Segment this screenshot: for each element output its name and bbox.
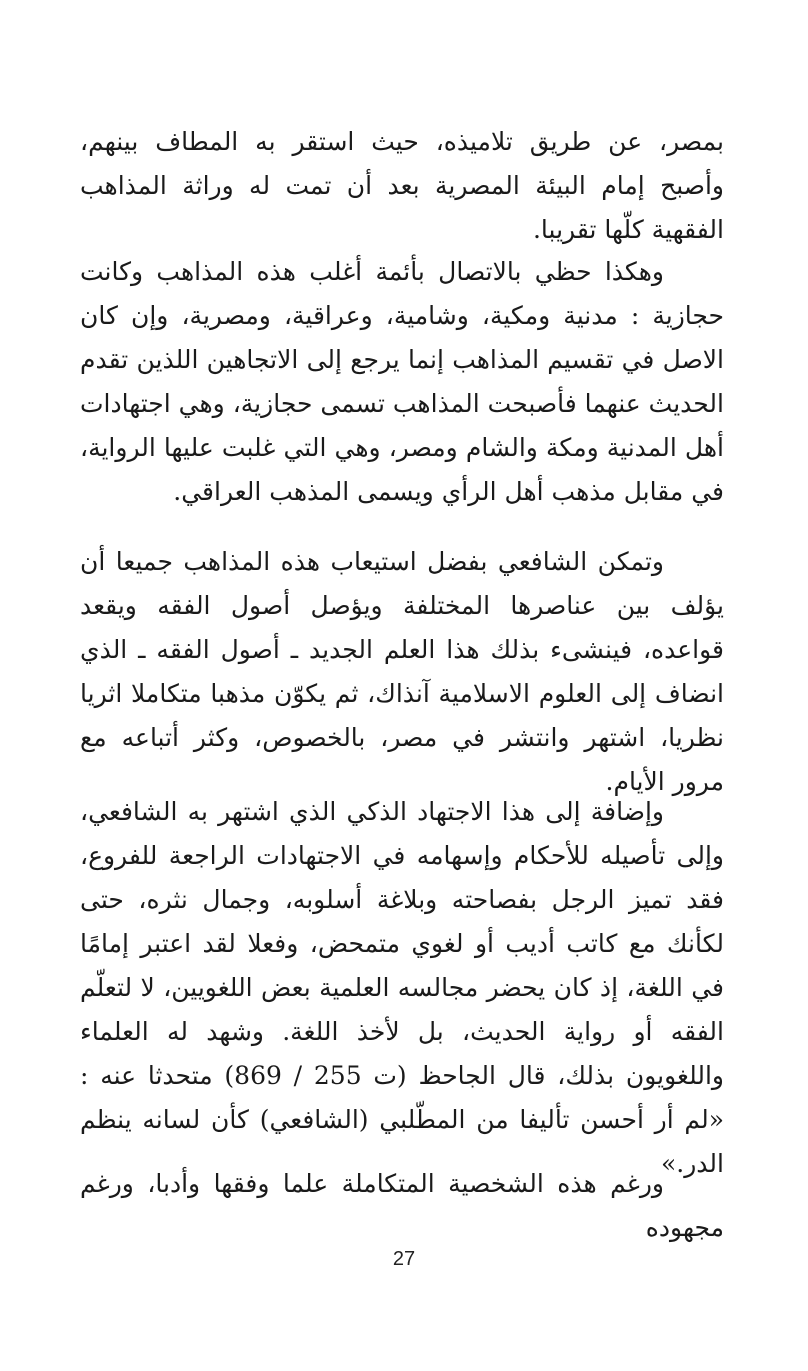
paragraph-3 <box>80 540 724 804</box>
paragraph-text: وإضافة إلى هذا الاجتهاد الذكي الذي اشتهر به الشافعي، وإلى تأصيله للأحكام وإسهامه في الاجتهادات الراجعة للفروع، فقد تميز الرجل بفصاحته وبلاغة أسلوبه، وجمال نثره، حتى لكأنك مع كاتب أديب أو لغوي متمحض، وفعلا لقد اعتبر إمامًا في اللغة، إذ كان يحضر مجالسه العلمية بعض اللغويين، لا لتعلّم الفقه أو رواية الحديث، بل لأخذ اللغة. وشهد له العلماء واللغويون بذلك، قال الجاحظ (ت 255 / 869) متحدثا عنه : «لم أر أحسن تأليفا من المطّلبي (الشافعي) كأن لسانه ينظم الدر.» <box>80 797 725 1178</box>
paragraph-text: بمصر، عن طريق تلاميذه، حيث استقر به المطاف بينهم، وأصبح إمام البيئة المصرية بعد أن تمت له وراثة المذاهب الفقهية كلّها تقريبا. <box>80 127 724 244</box>
paragraph-2 <box>80 250 724 514</box>
paragraph-4 <box>80 790 724 1186</box>
paragraph-5 <box>80 1162 724 1250</box>
paragraph-1 <box>80 120 724 252</box>
page-number: 27 <box>392 1248 416 1270</box>
paragraph-text: وهكذا حظي بالاتصال بأئمة أغلب هذه المذاهب وكانت حجازية : مدنية ومكية، وشامية، وعراقية، ومصرية، وإن كان الاصل في تقسيم المذاهب إنما يرجع إلى الاتجاهين اللذين تقدم الحديث عنهما فأصبحت المذاهب تسمى حجازية، وهي اجتهادات أهل المدنية ومكة والشام ومصر، وهي التي غلبت عليها الرواية، في مقابل مذهب أهل الرأي ويسمى المذهب العراقي. <box>80 257 724 506</box>
paragraph-text: وتمكن الشافعي بفضل استيعاب هذه المذاهب جميعا أن يؤلف بين عناصرها المختلفة ويؤصل أصول الفقه ويقعد قواعده، فينشىء بذلك هذا العلم الجديد ـ أصول الفقه ـ الذي انضاف إلى العلوم الاسلامية آنذاك، ثم يكوّن مذهبا متكاملا اثريا نظريا، اشتهر وانتشر في مصر، بالخصوص، وكثر أتباعه مع مرور الأيام. <box>80 547 724 796</box>
paragraph-text: ورغم هذه الشخصية المتكاملة علما وفقها وأدبا، ورغم مجهوده <box>80 1169 724 1242</box>
